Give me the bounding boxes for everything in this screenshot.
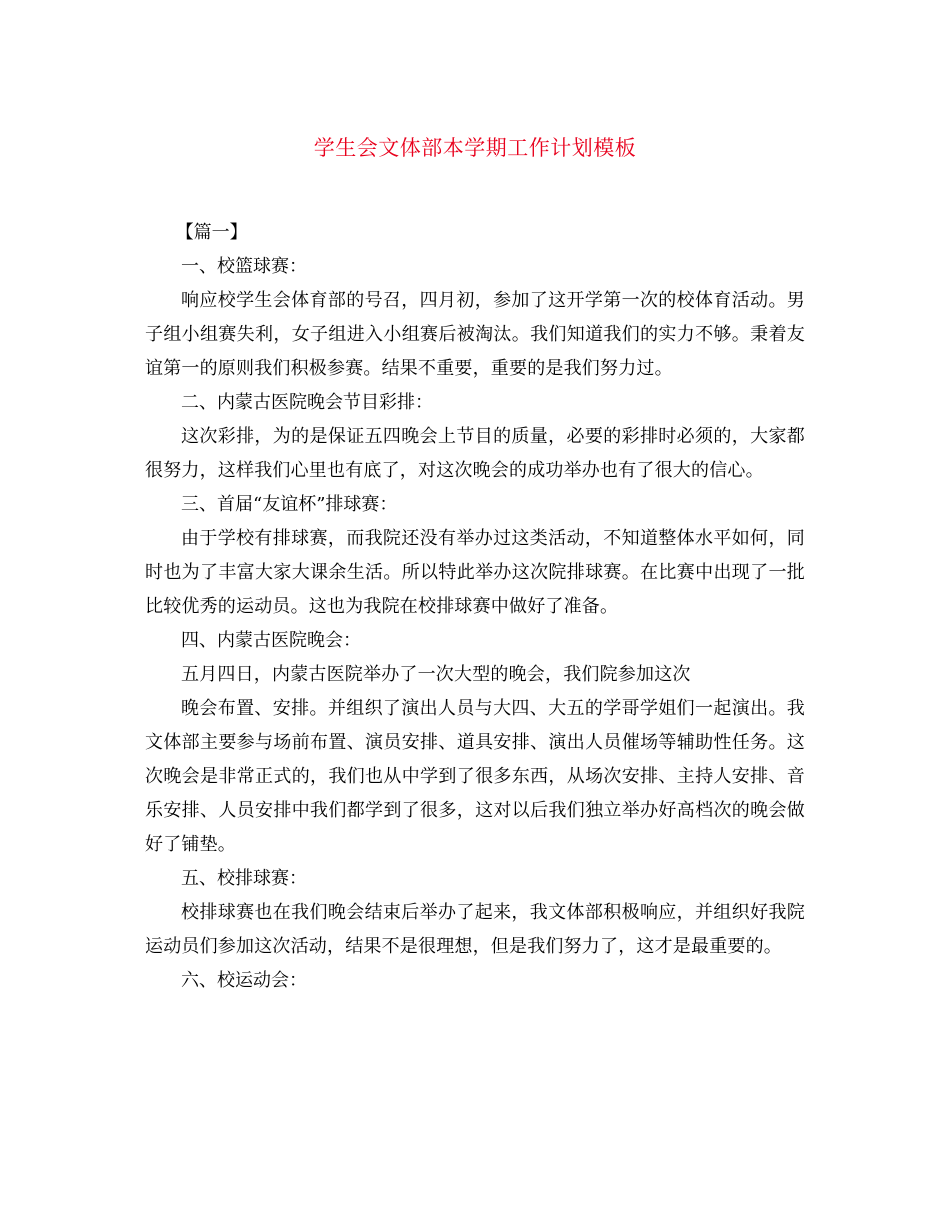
section-heading-4: 四、内蒙古医院晚会：	[181, 630, 361, 651]
paragraph-4a: 五月四日，内蒙古医院举办了一次大型的晚会，我们院参加这次	[181, 664, 691, 685]
paragraph-5: 校排球赛也在我们晚会结束后举办了起来，我文体部积极响应，并组织好我院运动员们参加这次活动，结果不是很理想，但是我们努力了，这才是最重要的。	[145, 902, 805, 957]
section-heading-5: 五、校排球赛：	[181, 868, 307, 889]
document-title: 学生会文体部本学期工作计划模板	[313, 136, 637, 160]
paragraph-3: 由于学校有排球赛，而我院还没有举办过这类活动，不知道整体水平如何，同时也为了丰富大家大课余生活。所以特此举办这次院排球赛。在比赛中出现了一批比较优秀的运动员。这也为我院在校排球赛中做好了准备。	[145, 528, 805, 617]
section-heading-3: 三、首届“友谊杯”排球赛：	[181, 494, 398, 515]
paragraph-1: 响应校学生会体育部的号召，四月初，参加了这开学第一次的校体育活动。男子组小组赛失利，女子组进入小组赛后被淘汰。我们知道我们的实力不够。秉着友谊第一的原则我们积极参赛。结果不重要，重要的是我们努力过。	[145, 290, 805, 379]
document-body	[145, 216, 805, 998]
section-heading-6: 六、校运动会：	[181, 970, 307, 991]
section-heading-2: 二、内蒙古医院晚会节目彩排：	[181, 392, 433, 413]
paragraph-4b: 晚会布置、安排。并组织了演出人员与大四、大五的学哥学姐们一起演出。我文体部主要参与场前布置、演员安排、道具安排、演出人员催场等辅助性任务。这次晚会是非常正式的，我们也从中学到了很多东西，从场次安排、主持人安排、音乐安排、人员安排中我们都学到了很多，这对以后我们独立举办好高档次的晚会做好了铺垫。	[145, 698, 805, 855]
section-heading-1: 一、校篮球赛：	[181, 256, 307, 277]
section-tag: 【篇一】	[175, 222, 248, 243]
paragraph-2: 这次彩排，为的是保证五四晚会上节目的质量，必要的彩排时必须的，大家都很努力，这样我们心里也有底了，对这次晚会的成功举办也有了很大的信心。	[145, 426, 805, 481]
